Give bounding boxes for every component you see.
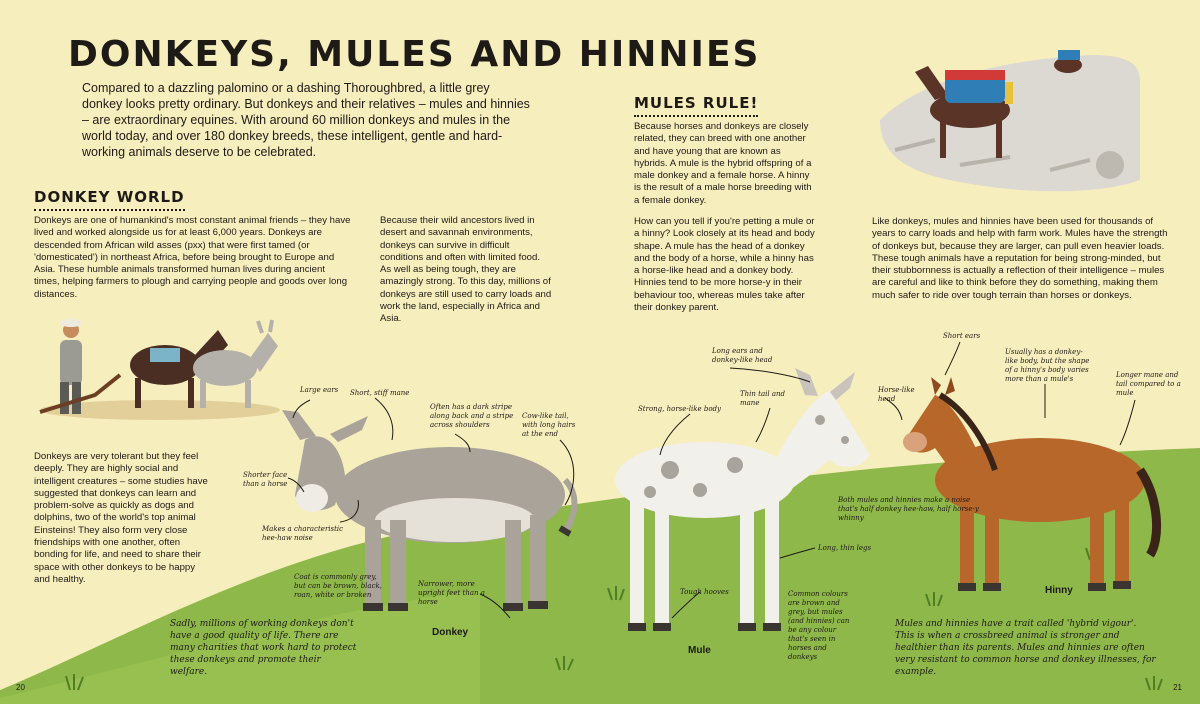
mule-note-tail: Thin tail and mane xyxy=(740,390,786,407)
mule-note-noise: Both mules and hinnies make a noise that's half donkey hee-haw, half horse-y whinny xyxy=(838,496,979,522)
donkey-note-feet: Narrower, more upright feet than a horse xyxy=(418,580,485,606)
mules-rule-heading: MULES RULE! xyxy=(634,94,758,112)
hinny-caption: Hinny xyxy=(1045,585,1073,596)
donkey-world-para-1: Donkeys are one of humankind's most constant animal friends – they have lived and worked alongside us for at least 6,000 years. Donkeys are descended from African wild asses (pxx) that were first tamed (or 'domesticated') in northeast Africa, before being brought to Europe and Asia. These humble animals transformed human lives during ancient times, helping farmers to plough and carrying people and goods over long distances. xyxy=(34,215,351,300)
hinny-note-head: Horse-like head xyxy=(878,386,915,403)
donkey-note-noise: Makes a characteristic hee-haw noise xyxy=(262,525,344,542)
page-title: DONKEYS, MULES AND HINNIES xyxy=(68,34,761,75)
donkey-note-stripe: Often has a dark stripe along back and a stripe across shoulders xyxy=(430,403,514,429)
donkey-note-mane: Short, stiff mane xyxy=(350,389,410,397)
donkey-world-heading: DONKEY WORLD xyxy=(34,188,185,206)
hinny-note-ears: Short ears xyxy=(943,332,981,340)
hybrid-vigour-note: Mules and hinnies have a trait called 'hybrid vigour'. This is when a crossbreed animal is stronger and healthier than its parents. Mules and hinnies are often very resistant to common horse and donkey illnesses, for example. xyxy=(895,619,1156,677)
ploughing-illustration xyxy=(40,319,280,420)
donkey-note-ears: Large ears xyxy=(300,386,339,394)
page-number-left: 20 xyxy=(16,683,25,692)
donkey-note-coat: Coat is commonly grey, but can be brown, black, roan, white or broken xyxy=(294,573,382,599)
mule-note-hooves: Tough hooves xyxy=(680,588,729,596)
donkey-world-para-3: Donkeys are very tolerant but they feel deeply. They are highly social and intelligent creatures – some studies have suggested that donkeys can learn and problem-solve as quickly as dogs and dolphins, two of the world's top animal Einsteins! They also form very close friendships with one another, often bonding for life, and need to share their space with other donkeys to be happy and healthy. xyxy=(34,451,208,585)
page-number-right: 21 xyxy=(1173,683,1182,692)
mules-rule-para-2: How can you tell if you're petting a mule or a hinny? Look closely at its head and body shape. A mule has the head of a donkey and the body of a horse, while a hinny has a horse-like head and a donkey body. Hinnies tend to be more horse-y in their behaviour too, whereas mules take after their donkey parent. xyxy=(634,216,815,314)
mule-note-body: Strong, horse-like body xyxy=(638,405,721,413)
mules-rule-para-1: Because horses and donkeys are closely related, they can breed with one another and have young that are known as hybrids. A mule is the hybrid offspring of a male donkey and a female horse. A hinny is the result of a male horse breeding with a female donkey. xyxy=(634,121,812,206)
mule-note-legs: Long, thin legs xyxy=(818,544,872,552)
mule-caption: Mule xyxy=(688,645,711,656)
hinny-note-mane: Longer mane and tail compared to a mule xyxy=(1116,371,1181,397)
mountain-mule-illustration xyxy=(880,50,1140,191)
donkey-caption: Donkey xyxy=(432,627,469,638)
mule-note-colours: Common colours are brown and grey, but mules (and hinnies) can be any colour that's seen in horses and donkeys xyxy=(788,590,850,661)
donkey-note-face: Shorter face than a horse xyxy=(243,471,288,488)
mules-rule-para-3: Like donkeys, mules and hinnies have been used for thousands of years to carry loads and help with farm work. Mules have the strength of donkeys but, because they are larger, can pull even heavier loads. These tough animals have a reputation for being strong-minded, but their stubbornness is actually a reflection of their intelligence – mules are careful and like to think before they do something, making them much safer to ride over tough terrain than horses or donkeys. xyxy=(872,216,1168,301)
hinny-note-body: Usually has a donkey-like body, but the shape of a hinny's body varies more than a mule's xyxy=(1005,348,1090,383)
welfare-note: Sadly, millions of working donkeys don't have a good quality of life. There are many charities that work hard to protect these donkeys and promote their welfare. xyxy=(170,619,357,677)
donkey-note-tail: Cow-like tail, with long hairs at the end xyxy=(522,412,576,438)
donkey-world-para-2: Because their wild ancestors lived in desert and savannah environments, donkeys can survive in difficult conditions and often with limited food. As well as being tough, they are amazingly strong. To this day, millions of donkeys are still used to carry loads and work the land, especially in Africa and Asia. xyxy=(380,215,552,325)
mule-note-ears: Long ears and donkey-like head xyxy=(712,347,773,364)
intro-paragraph: Compared to a dazzling palomino or a dashing Thoroughbred, a little grey donkey looks pretty ordinary. But donkeys and their relatives – mules and hinnies – are extraordinary equines. With around 60 million donkeys and mules in the world today, and over 180 donkey breeds, these intelligent, gentle and hard-working animals deserve to be celebrated. xyxy=(82,81,530,159)
